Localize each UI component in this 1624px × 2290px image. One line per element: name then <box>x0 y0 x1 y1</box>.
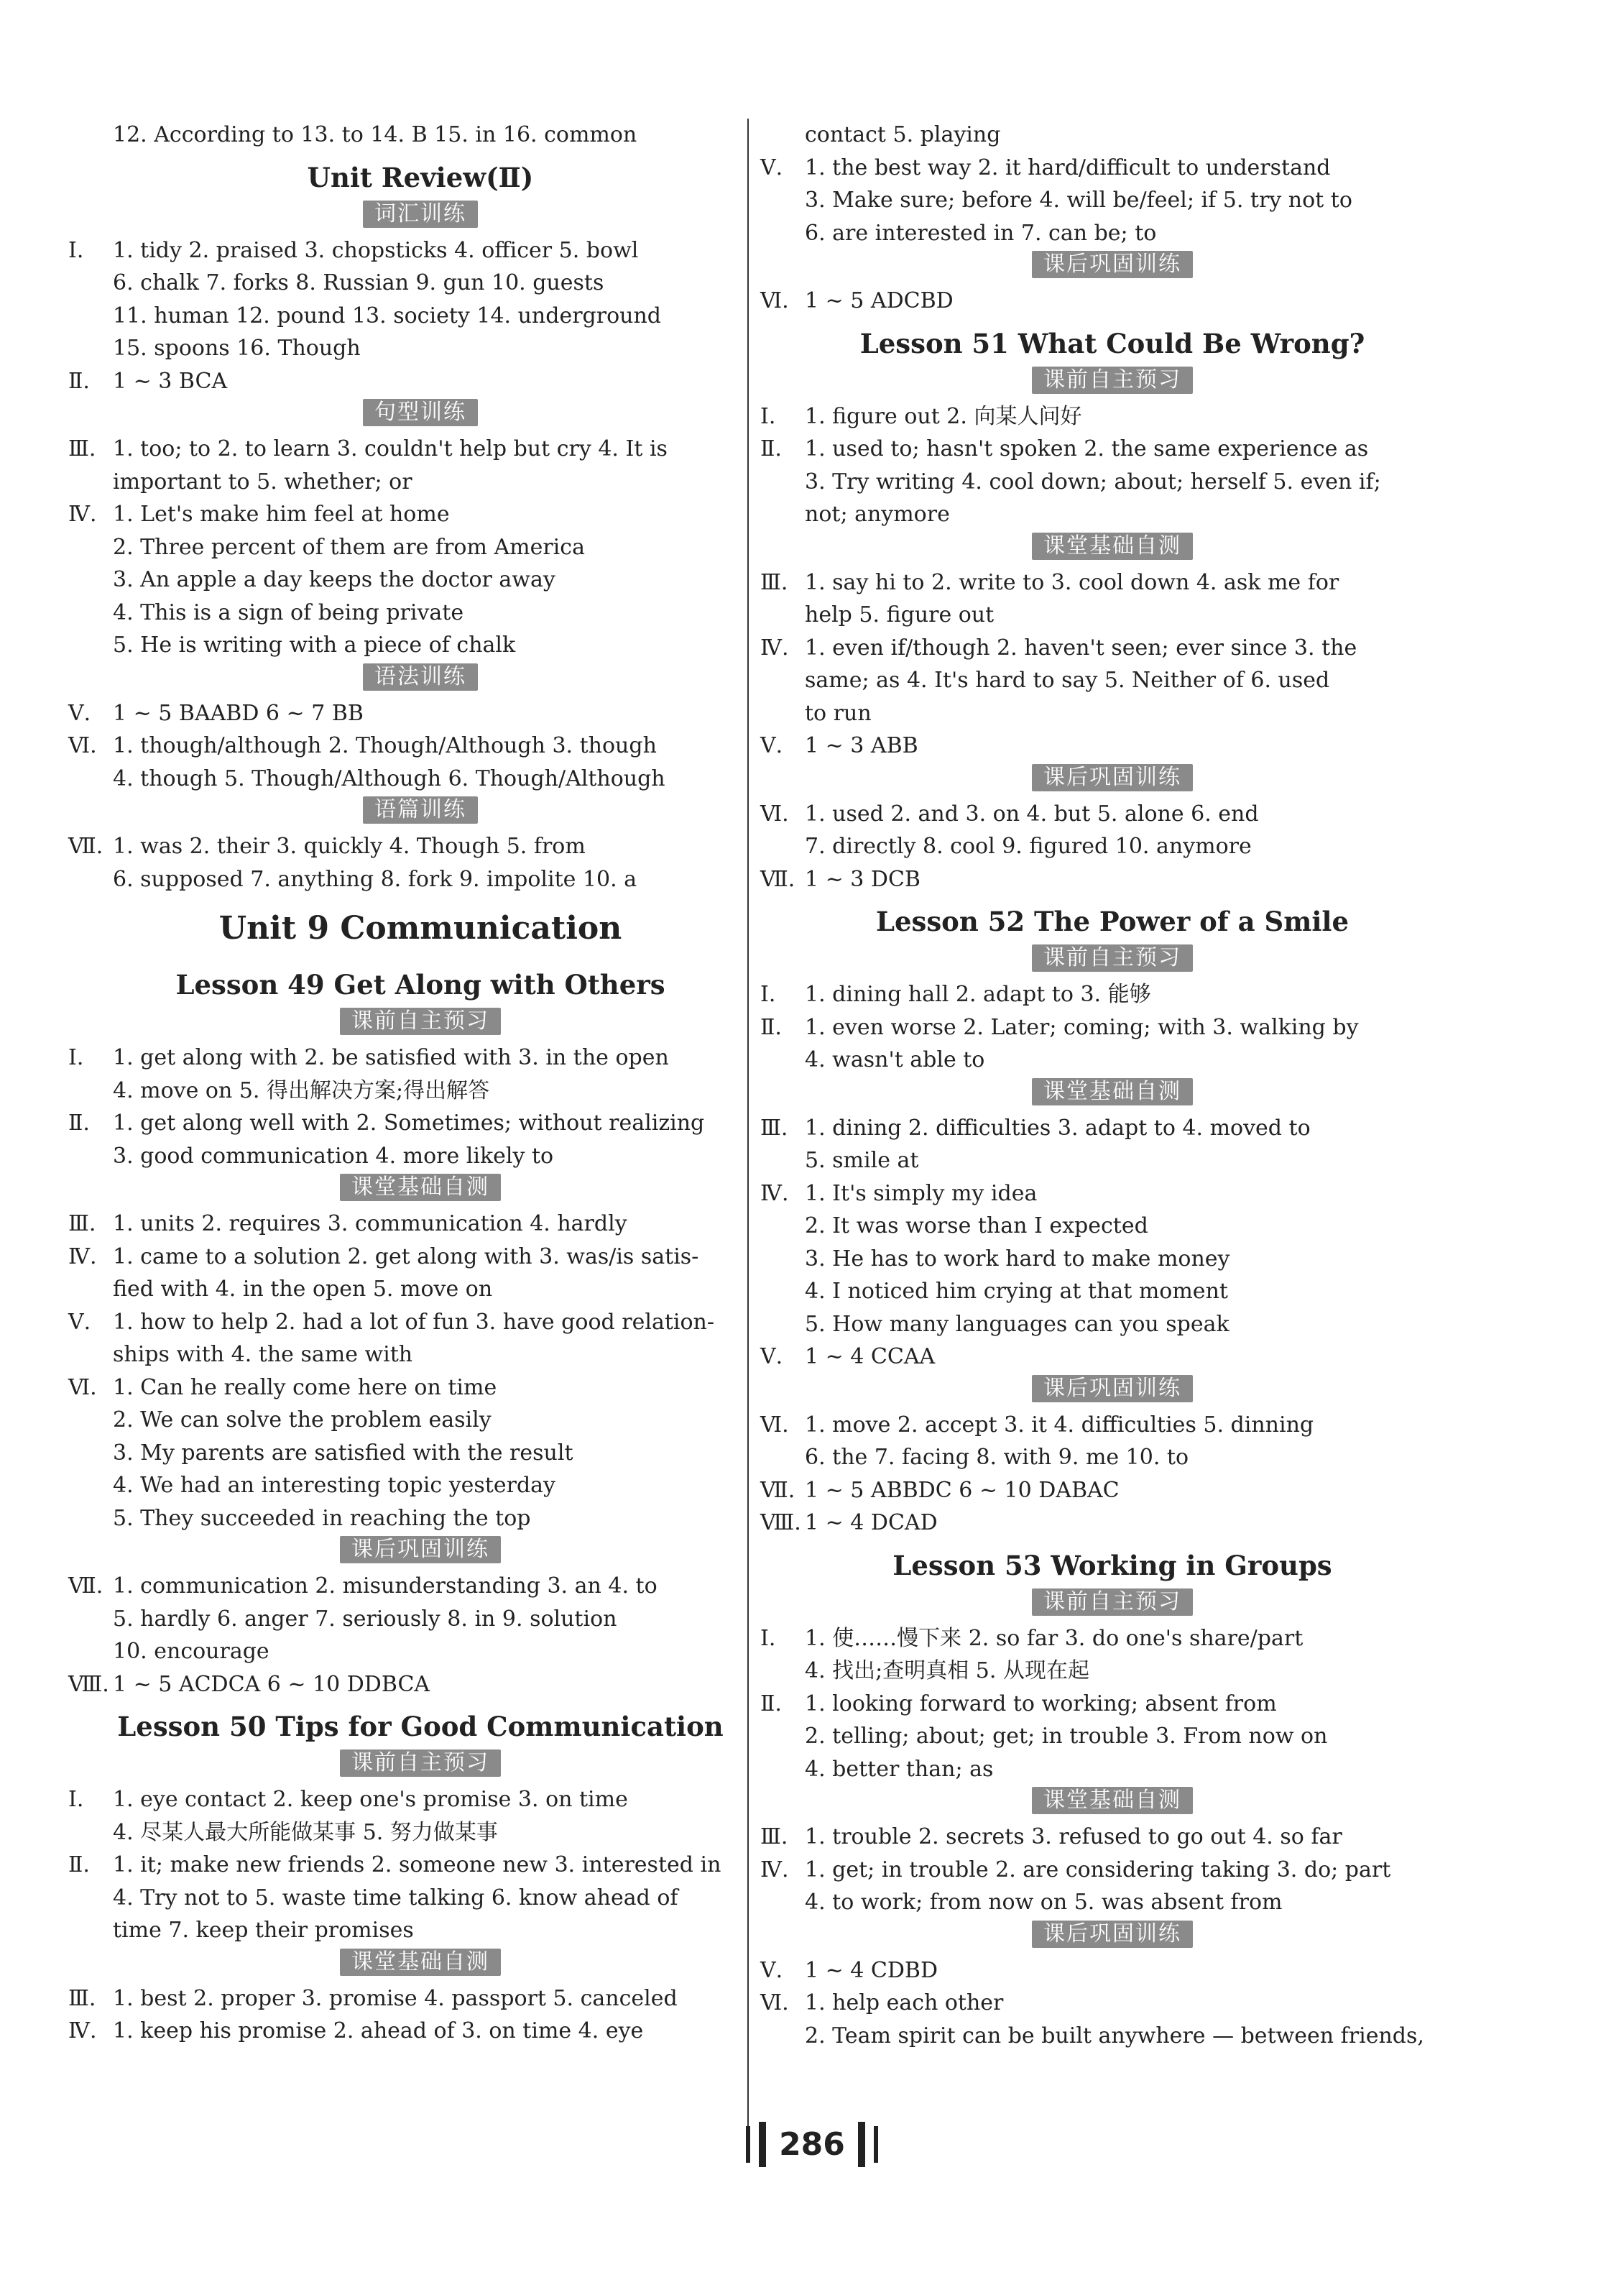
answer-line-continued <box>760 1144 1464 1177</box>
answer-line-continued <box>760 1210 1464 1243</box>
answer-text: 5. They succeeded in reaching the top <box>113 1505 531 1531</box>
answer-line-continued <box>68 1882 772 1915</box>
unit-title: Unit 9 Communication <box>218 910 622 947</box>
answer-line-continued <box>68 1273 772 1306</box>
answer-text: 4. move on 5. 得出解决方案;得出解答 <box>113 1077 490 1103</box>
section-number: Ⅳ. <box>760 1857 789 1882</box>
answer-line <box>68 2015 772 2048</box>
exercise-banner-row <box>760 1078 1464 1109</box>
section-number: Ⅰ. <box>760 982 776 1007</box>
answer-line <box>68 1306 772 1339</box>
answer-line <box>68 697 772 730</box>
answer-line-continued <box>68 1338 772 1371</box>
answer-text: 1. best 2. proper 3. promise 4. passport 5. canceled <box>113 1985 678 2011</box>
answer-text: 1. dining 2. difficulties 3. adapt to 4. moved to <box>805 1115 1311 1141</box>
answer-line <box>68 830 772 863</box>
answer-line <box>68 1783 772 1816</box>
section-number: Ⅷ. <box>68 1671 109 1697</box>
answer-line <box>760 798 1464 831</box>
answer-line-continued <box>760 1753 1464 1786</box>
answer-line <box>760 1507 1464 1540</box>
answer-line-continued <box>68 863 772 896</box>
answer-text: 3. good communication 4. more likely to <box>113 1143 554 1169</box>
answer-text: 1. even if/though 2. haven't seen; ever since 3. the <box>805 635 1357 661</box>
answer-line-continued <box>68 763 772 796</box>
section-number: Ⅳ. <box>68 2018 97 2043</box>
answer-line <box>760 1177 1464 1210</box>
answer-line <box>760 1821 1464 1854</box>
section-number: Ⅰ. <box>68 1787 84 1812</box>
answer-line <box>68 1041 772 1075</box>
answer-text: help 5. figure out <box>805 602 995 627</box>
answer-line-continued <box>760 1720 1464 1753</box>
answer-line <box>760 400 1464 433</box>
answer-text: 5. He is writing with a piece of chalk <box>113 633 516 658</box>
exercise-banner: 句型训练 <box>363 399 478 426</box>
answer-text: 1. how to help 2. had a lot of fun 3. have good relation- <box>113 1309 714 1335</box>
exercise-banner: 课堂基础自测 <box>1032 533 1193 560</box>
answer-line-continued <box>760 1275 1464 1308</box>
answer-text: 1. get along with 2. be satisfied with 3. in the open <box>113 1045 669 1070</box>
answer-line-continued <box>68 1469 772 1502</box>
answer-line-continued <box>760 1886 1464 1919</box>
answer-text: 1. keep his promise 2. ahead of 3. on time 4. eye <box>113 2018 644 2043</box>
answer-text: 1. used 2. and 3. on 4. but 5. alone 6. end <box>805 801 1259 827</box>
answer-text: fied with 4. in the open 5. move on <box>113 1277 493 1302</box>
answer-text: 1. even worse 2. Later; coming; with 3. walking by <box>805 1014 1359 1040</box>
exercise-banner: 课前自主预习 <box>340 1008 501 1035</box>
answer-line <box>68 1570 772 1603</box>
answer-text: 1. dining hall 2. adapt to 3. 能够 <box>805 982 1151 1007</box>
answer-line-continued <box>760 1243 1464 1276</box>
answer-text: 6. supposed 7. anything 8. fork 9. impolite 10. a <box>113 866 637 892</box>
answer-line-continued <box>760 217 1464 250</box>
answer-text: 2. We can solve the problem easily <box>113 1407 492 1433</box>
answer-text: 1 ~ 3 BCA <box>113 368 228 394</box>
answer-text: 1 ~ 3 DCB <box>805 866 921 892</box>
exercise-banner: 课堂基础自测 <box>340 1174 501 1201</box>
exercise-banner-row <box>68 399 772 430</box>
section-number: Ⅳ. <box>760 1180 789 1206</box>
answer-text: 11. human 12. pound 13. society 14. underground <box>113 303 662 328</box>
answer-line <box>760 433 1464 466</box>
exercise-banner: 词汇训练 <box>363 201 478 228</box>
exercise-banner: 语篇训练 <box>363 796 478 824</box>
answer-line <box>760 1011 1464 1044</box>
answer-text: 15. spoons 16. Though <box>113 336 361 361</box>
answer-text: 1. 使……慢下来 2. so far 3. do one's share/part <box>805 1625 1304 1651</box>
answer-text: 1. eye contact 2. keep one's promise 3. on time <box>113 1787 628 1812</box>
answer-line-continued <box>68 1502 772 1535</box>
answer-text: 2. Three percent of them are from America <box>113 534 585 560</box>
section-number: Ⅲ. <box>68 436 96 461</box>
section-number: Ⅳ. <box>760 635 789 661</box>
answer-text: 4. We had an interesting topic yesterday <box>113 1473 555 1498</box>
answer-text: 1. move 2. accept 3. it 4. difficulties 5. dinning <box>805 1412 1314 1438</box>
answer-text: 1. trouble 2. secrets 3. refused to go out 4. so far <box>805 1824 1342 1849</box>
answer-line <box>68 730 772 763</box>
answer-text: 1 ~ 5 ADCBD <box>805 288 954 313</box>
answer-line <box>760 1341 1464 1374</box>
answer-text: 4. I noticed him crying at that moment <box>805 1279 1228 1304</box>
answer-text: 4. 找出;查明真相 5. 从现在起 <box>805 1658 1089 1683</box>
page-footer <box>0 2122 1624 2167</box>
exercise-banner-row <box>68 1008 772 1039</box>
answer-line-continued <box>760 830 1464 863</box>
answer-line <box>760 730 1464 763</box>
exercise-banner-row <box>68 1949 772 1979</box>
answer-line <box>68 119 772 152</box>
exercise-banner-row <box>68 201 772 231</box>
answer-line <box>68 365 772 398</box>
answer-text: 10. encourage <box>113 1639 269 1664</box>
exercise-banner-row <box>760 1588 1464 1619</box>
exercise-banner-row <box>760 1787 1464 1818</box>
answer-text: 1. looking forward to working; absent from <box>805 1691 1277 1716</box>
page-number: 286 <box>759 2122 865 2167</box>
answer-line-continued <box>68 1075 772 1108</box>
answer-line <box>760 978 1464 1011</box>
answer-line-continued <box>68 466 772 499</box>
answer-line <box>68 234 772 267</box>
answer-line <box>760 1954 1464 1987</box>
answer-line-continued <box>760 2020 1464 2053</box>
answer-line-continued <box>68 1404 772 1437</box>
answer-text: 2. Team spirit can be built anywhere — between friends, <box>805 2023 1424 2048</box>
exercise-banner: 课后巩固训练 <box>1032 1921 1193 1948</box>
section-number: Ⅵ. <box>68 733 97 758</box>
section-number: Ⅱ. <box>760 1014 782 1040</box>
answer-text: 3. Try writing 4. cool down; about; herself 5. even if; <box>805 469 1381 495</box>
answer-text: 3. Make sure; before 4. will be/feel; if 5. try not to <box>805 188 1352 213</box>
answer-line <box>68 1849 772 1882</box>
answer-line <box>68 1241 772 1274</box>
answer-line <box>68 1982 772 2015</box>
section-number: Ⅷ. <box>760 1510 801 1535</box>
answer-line-continued <box>68 332 772 365</box>
answer-line <box>760 1622 1464 1655</box>
answer-line-continued <box>68 1603 772 1636</box>
section-number: Ⅳ. <box>68 502 97 527</box>
answer-text: 1. tidy 2. praised 3. chopsticks 4. officer 5. bowl <box>113 237 639 263</box>
answer-text: 4. though 5. Though/Although 6. Though/Although <box>113 765 665 791</box>
answer-line <box>68 498 772 531</box>
exercise-banner-row <box>760 1921 1464 1951</box>
answer-text: 1. Let's make him feel at home <box>113 502 450 527</box>
section-number: Ⅱ. <box>760 1691 782 1716</box>
answer-line-continued <box>68 1635 772 1668</box>
answer-text: 1. Can he really come here on time <box>113 1374 497 1400</box>
exercise-banner-row <box>760 1375 1464 1406</box>
section-heading: Lesson 51 What Could Be Wrong? <box>859 327 1365 359</box>
answer-text: 1. units 2. requires 3. communication 4. hardly <box>113 1211 627 1236</box>
section-number: Ⅵ. <box>760 288 789 313</box>
answer-text: 4. wasn't able to <box>805 1047 985 1072</box>
answer-line <box>760 1409 1464 1442</box>
section-number: Ⅱ. <box>68 1110 90 1136</box>
answer-text: 1. was 2. their 3. quickly 4. Though 5. from <box>113 834 586 859</box>
exercise-banner-row <box>760 367 1464 397</box>
answer-line <box>760 863 1464 896</box>
answer-line-continued <box>760 1441 1464 1474</box>
section-number: Ⅶ. <box>68 834 103 859</box>
answer-line-continued <box>760 664 1464 697</box>
section-number: Ⅲ. <box>68 1211 96 1236</box>
answer-line-continued <box>68 300 772 333</box>
section-number: Ⅵ. <box>760 1412 789 1438</box>
section-number: Ⅲ. <box>760 569 788 595</box>
exercise-banner-row <box>760 533 1464 564</box>
section-number: Ⅵ. <box>68 1374 97 1400</box>
answer-text: 4. better than; as <box>805 1756 994 1782</box>
exercise-banner: 课堂基础自测 <box>1032 1787 1193 1814</box>
answer-text: 1 ~ 5 ABBDC 6 ~ 10 DABAC <box>805 1477 1120 1503</box>
answer-line <box>760 1854 1464 1887</box>
exercise-banner-row <box>68 1174 772 1205</box>
answer-text: 2. It was worse than I expected <box>805 1213 1148 1238</box>
answer-line <box>760 1688 1464 1721</box>
answer-line <box>760 1987 1464 2020</box>
exercise-banner-row <box>760 251 1464 282</box>
section-number: Ⅰ. <box>760 403 776 429</box>
answer-text: 1 ~ 5 ACDCA 6 ~ 10 DDBCA <box>113 1671 430 1697</box>
section-heading: Lesson 52 The Power of a Smile <box>875 906 1350 937</box>
answer-line-continued <box>760 1308 1464 1341</box>
answer-text: 1. get; in trouble 2. are considering taking 3. do; part <box>805 1857 1391 1882</box>
section-number: Ⅶ. <box>68 1573 103 1599</box>
answer-text: 7. directly 8. cool 9. figured 10. anymore <box>805 834 1252 859</box>
answer-text: 1. It's simply my idea <box>805 1180 1038 1206</box>
answer-line-continued <box>68 564 772 597</box>
exercise-banner: 课后巩固训练 <box>1032 251 1193 278</box>
section-number: Ⅵ. <box>760 1990 789 2015</box>
section-heading: Lesson 50 Tips for Good Communication <box>117 1711 724 1742</box>
answer-text: 3. An apple a day keeps the doctor away <box>113 567 555 592</box>
answer-line <box>760 1474 1464 1507</box>
answer-line <box>68 1668 772 1701</box>
answer-line <box>760 566 1464 599</box>
section-number: Ⅰ. <box>68 1045 84 1070</box>
section-number: Ⅴ. <box>68 1309 91 1335</box>
answer-line-continued <box>760 697 1464 730</box>
exercise-banner: 课前自主预习 <box>1032 1588 1193 1616</box>
section-number: Ⅱ. <box>68 368 90 394</box>
exercise-banner: 课后巩固训练 <box>1032 1375 1193 1402</box>
answer-line-continued <box>68 531 772 564</box>
answer-text: 1. the best way 2. it hard/difficult to understand <box>805 155 1331 180</box>
answer-text: 1. get along well with 2. Sometimes; without realizing <box>113 1110 705 1136</box>
answer-text: ships with 4. the same with <box>113 1342 413 1367</box>
answer-line-continued <box>68 1816 772 1849</box>
answer-text: 4. to work; from now on 5. was absent from <box>805 1890 1283 1915</box>
exercise-banner-row <box>68 663 772 694</box>
answer-text: 4. 尽某人最大所能做某事 5. 努力做某事 <box>113 1819 498 1845</box>
exercise-banner: 课前自主预习 <box>1032 367 1193 394</box>
right-column <box>760 119 1464 2052</box>
answer-text: to run <box>805 700 872 726</box>
answer-line <box>68 1371 772 1404</box>
answer-line-continued <box>760 1044 1464 1077</box>
section-number: Ⅶ. <box>760 1477 795 1503</box>
exercise-banner: 课堂基础自测 <box>340 1949 501 1976</box>
answer-line-continued <box>68 1437 772 1470</box>
section-number: Ⅰ. <box>760 1625 776 1651</box>
answer-text: 1. came to a solution 2. get along with 3. was/is satis- <box>113 1243 699 1269</box>
answer-text: 5. How many languages can you speak <box>805 1311 1229 1337</box>
section-number: Ⅲ. <box>760 1824 788 1849</box>
answer-text: 1 ~ 4 CDBD <box>805 1957 938 1983</box>
section-number: Ⅳ. <box>68 1243 97 1269</box>
answer-text: 5. hardly 6. anger 7. seriously 8. in 9. solution <box>113 1606 617 1632</box>
answer-line-continued <box>760 119 1464 152</box>
answer-line-continued <box>760 184 1464 217</box>
answer-line <box>68 1208 772 1241</box>
exercise-banner: 课前自主预习 <box>1032 944 1193 972</box>
section-number: Ⅱ. <box>760 436 782 461</box>
answer-text: 4. Try not to 5. waste time talking 6. know ahead of <box>113 1885 678 1910</box>
answer-line-continued <box>68 267 772 300</box>
answer-text: 1 ~ 5 BAABD 6 ~ 7 BB <box>113 700 364 726</box>
section-heading: Unit Review(Ⅱ) <box>307 161 534 193</box>
exercise-banner-row <box>68 1749 772 1780</box>
section-number: Ⅲ. <box>68 1985 96 2011</box>
column-divider <box>747 119 749 2153</box>
answer-line-continued <box>68 1914 772 1947</box>
answer-text: 1. used to; hasn't spoken 2. the same experience as <box>805 436 1369 461</box>
answer-text: 1 ~ 3 ABB <box>805 733 918 758</box>
answer-line-continued <box>760 466 1464 499</box>
section-number: Ⅶ. <box>760 866 795 892</box>
section-number: Ⅴ. <box>760 733 783 758</box>
answer-line-continued <box>760 1655 1464 1688</box>
answer-text: 3. My parents are satisfied with the result <box>113 1440 573 1466</box>
answer-line-continued <box>68 629 772 662</box>
answer-text: 12. According to 13. to 14. B 15. in 16. common <box>113 122 637 147</box>
answer-text: not; anymore <box>805 502 950 527</box>
answer-line-continued <box>68 1140 772 1173</box>
section-heading: Lesson 49 Get Along with Others <box>175 969 665 1001</box>
exercise-banner: 课后巩固训练 <box>1032 764 1193 791</box>
answer-text: 1. figure out 2. 向某人问好 <box>805 403 1082 429</box>
answer-text: 6. the 7. facing 8. with 9. me 10. to <box>805 1445 1189 1470</box>
section-number: Ⅴ. <box>760 1344 783 1369</box>
exercise-banner: 课前自主预习 <box>340 1749 501 1777</box>
answer-text: 1. say hi to 2. write to 3. cool down 4. ask me for <box>805 569 1339 595</box>
exercise-banner: 课堂基础自测 <box>1032 1078 1193 1105</box>
left-column <box>68 119 772 2048</box>
answer-line <box>68 433 772 466</box>
answer-text: 1. it; make new friends 2. someone new 3. interested in <box>113 1852 721 1877</box>
exercise-banner: 课后巩固训练 <box>340 1536 501 1563</box>
answer-line <box>68 1107 772 1140</box>
answer-text: 1 ~ 4 DCAD <box>805 1510 938 1535</box>
section-number: Ⅰ. <box>68 237 84 263</box>
answer-text: 2. telling; about; get; in trouble 3. From now on <box>805 1724 1328 1749</box>
answer-line-continued <box>760 498 1464 531</box>
exercise-banner-row <box>760 944 1464 975</box>
answer-text: 1. too; to 2. to learn 3. couldn't help but cry 4. It is <box>113 436 668 461</box>
exercise-banner-row <box>68 796 772 827</box>
section-number: Ⅴ. <box>760 155 783 180</box>
answer-text: 6. chalk 7. forks 8. Russian 9. gun 10. guests <box>113 270 604 295</box>
exercise-banner: 语法训练 <box>363 663 478 691</box>
answer-text: 3. He has to work hard to make money <box>805 1246 1230 1272</box>
answer-text: 5. smile at <box>805 1148 919 1173</box>
answer-text: contact 5. playing <box>805 122 1001 147</box>
section-number: Ⅱ. <box>68 1852 90 1877</box>
answer-text: 1 ~ 4 CCAA <box>805 1344 936 1369</box>
answer-line <box>760 1112 1464 1145</box>
answer-line-continued <box>68 597 772 630</box>
exercise-banner-row <box>68 1536 772 1567</box>
answer-text: 6. are interested in 7. can be; to <box>805 220 1157 246</box>
answer-text: 1. though/although 2. Though/Although 3. though <box>113 733 657 758</box>
answer-text: 1. communication 2. misunderstanding 3. an 4. to <box>113 1573 658 1599</box>
section-number: Ⅲ. <box>760 1115 788 1141</box>
answer-line <box>760 632 1464 665</box>
answer-line <box>760 152 1464 185</box>
answer-text: important to 5. whether; or <box>113 469 412 495</box>
exercise-banner-row <box>760 764 1464 795</box>
answer-text: 1. help each other <box>805 1990 1004 2015</box>
answer-line-continued <box>760 599 1464 632</box>
answer-line <box>760 285 1464 318</box>
answer-text: 4. This is a sign of being private <box>113 599 464 625</box>
section-number: Ⅵ. <box>760 801 789 827</box>
section-number: Ⅴ. <box>760 1957 783 1983</box>
answer-text: same; as 4. It's hard to say 5. Neither of 6. used <box>805 668 1330 693</box>
answer-text: time 7. keep their promises <box>113 1918 414 1943</box>
section-number: Ⅴ. <box>68 700 91 726</box>
section-heading: Lesson 53 Working in Groups <box>892 1549 1332 1581</box>
